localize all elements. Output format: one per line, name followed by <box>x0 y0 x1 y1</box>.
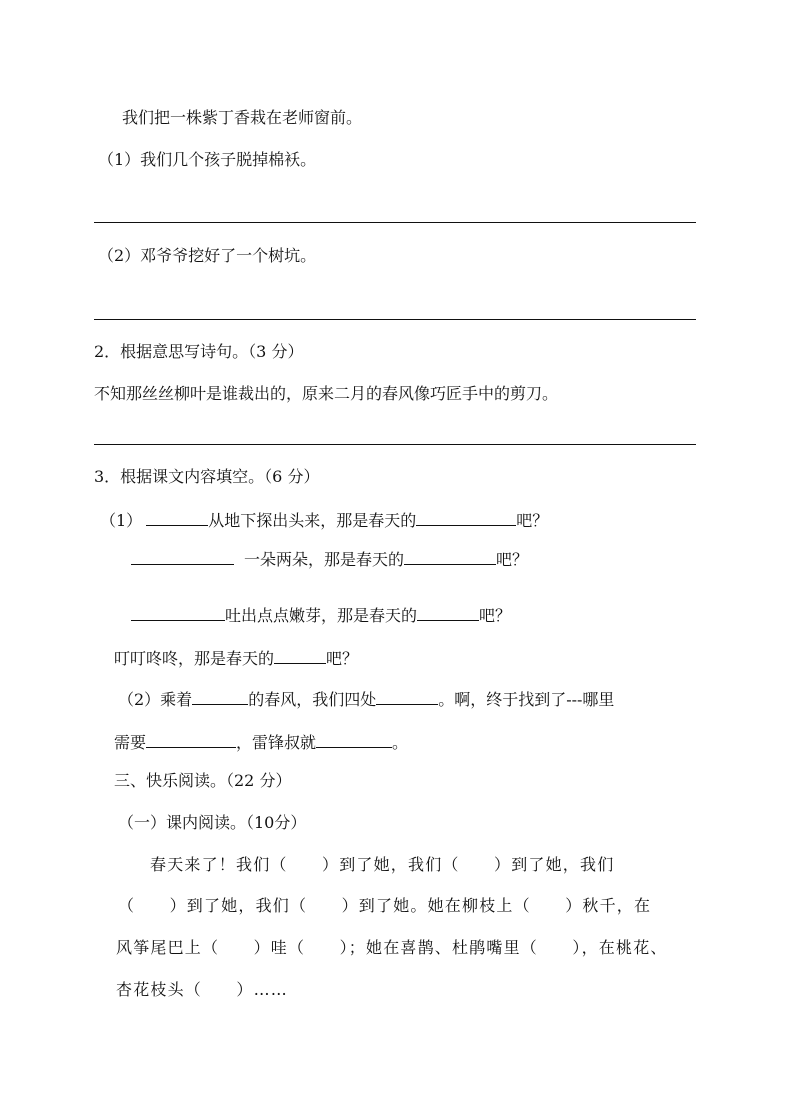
fill-line-6 <box>114 731 408 753</box>
blank-8[interactable] <box>192 688 248 705</box>
fill-line-1-text-b: 吧？ <box>516 511 549 530</box>
blank-10[interactable] <box>146 731 236 748</box>
fill-line-3-text-a: 吐出点点嫩芽，那是春天的 <box>225 606 418 625</box>
section-3-subtitle: （一）课内阅读。（10分） <box>118 813 307 832</box>
reading-passage-line-3: 风筝尾巴上（ ）哇（ ）；她在喜鹊、杜鹃嘴里（ ），在桃花、 <box>116 938 668 957</box>
question-3-title: 3．根据课文内容填空。（6 分） <box>94 467 320 486</box>
intro-sentence: 我们把一株紫丁香栽在老师窗前。 <box>122 108 363 127</box>
fill-line-2-text-a: 一朵两朵，那是春天的 <box>244 550 405 569</box>
fill-line-6-text-a: 需要 <box>114 733 147 752</box>
fill-line-5-text-c: 。啊，终于找到了---哪里 <box>438 690 615 709</box>
fill-line-2-text-b: 吧？ <box>496 550 529 569</box>
fill-line-6-text-b: ，雷锋叔就 <box>236 733 317 752</box>
fill-line-4-text-b: 吧？ <box>326 649 359 668</box>
blank-1[interactable] <box>146 509 208 526</box>
answer-line-2[interactable] <box>94 319 696 320</box>
fill-line-1-text-a: 从地下探出头来，那是春天的 <box>208 511 417 530</box>
fill-line-5 <box>118 688 614 710</box>
question-2-title: 2．根据意思写诗句。（3 分） <box>94 342 304 361</box>
question-1-item-2: （2）邓爷爷挖好了一个树坑。 <box>98 246 317 265</box>
blank-6[interactable] <box>417 604 479 621</box>
fill-line-6-text-c: 。 <box>392 733 409 752</box>
fill-line-1 <box>100 509 548 531</box>
fill-line-1-prefix: （1） <box>100 511 143 530</box>
blank-5[interactable] <box>131 604 225 621</box>
question-1-item-1: （1）我们几个孩子脱掉棉袄。 <box>98 150 317 169</box>
blank-11[interactable] <box>316 731 392 748</box>
fill-line-3-text-b: 吧？ <box>479 606 512 625</box>
reading-passage-line-4: 杏花枝头（ ）…… <box>116 980 289 999</box>
fill-line-5-text-a: （2）乘着 <box>118 690 193 709</box>
fill-line-4 <box>114 647 358 669</box>
fill-line-5-text-b: 的春风，我们四处 <box>248 690 377 709</box>
question-2-text: 不知那丝丝柳叶是谁裁出的，原来二月的春风像巧匠手中的剪刀。 <box>94 384 559 403</box>
section-3-title: 三、快乐阅读。（22 分） <box>114 771 292 790</box>
reading-passage-line-1: 春天来了！我们（ ）到了她，我们（ ）到了她，我们 <box>150 855 615 874</box>
answer-line-1[interactable] <box>94 222 696 223</box>
blank-9[interactable] <box>376 688 438 705</box>
fill-line-2 <box>131 548 528 570</box>
blank-4[interactable] <box>404 548 496 565</box>
blank-7[interactable] <box>274 647 326 664</box>
reading-passage-line-2: （ ）到了她，我们（ ）到了她。她在柳枝上（ ）秋千，在 <box>118 896 652 915</box>
fill-line-3 <box>131 604 511 626</box>
blank-3[interactable] <box>131 548 234 565</box>
blank-2[interactable] <box>416 509 516 526</box>
fill-line-4-text-a: 叮叮咚咚，那是春天的 <box>114 649 275 668</box>
answer-line-3[interactable] <box>94 444 696 445</box>
